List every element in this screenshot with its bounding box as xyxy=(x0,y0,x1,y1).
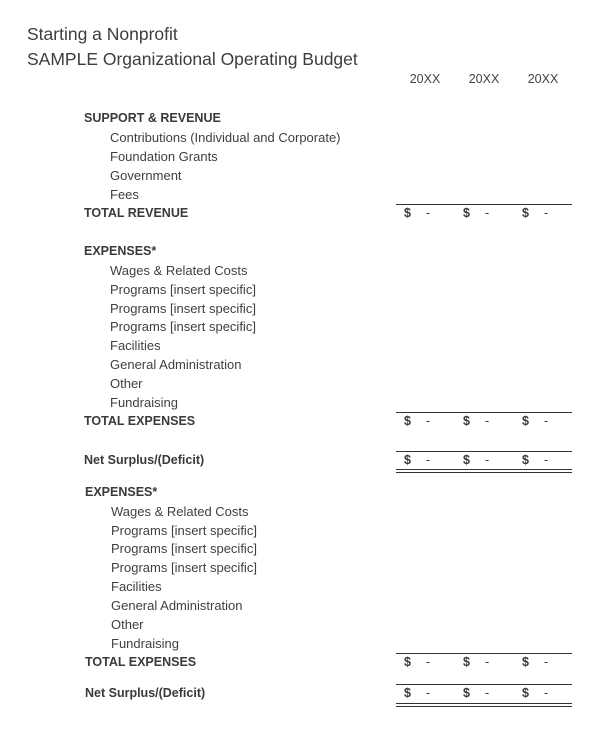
column-header-year-1: 20XX xyxy=(409,72,441,86)
line-item-label: Programs [insert specific] xyxy=(110,319,256,334)
line-item xyxy=(0,317,600,336)
line-item-label: Other xyxy=(110,376,143,391)
line-item-label: Contributions (Individual and Corporate) xyxy=(110,130,341,145)
line-item-label: Programs [insert specific] xyxy=(110,282,256,297)
line-item xyxy=(0,577,600,596)
section-heading-label: SUPPORT & REVENUE xyxy=(84,111,221,125)
total-revenue-row: TOTAL REVENUE $ - $ - $ - xyxy=(0,204,600,223)
line-item-label: Programs [insert specific] xyxy=(111,560,257,575)
line-item-label: Programs [insert specific] xyxy=(111,541,257,556)
document-subtitle: SAMPLE Organizational Operating Budget xyxy=(27,49,358,69)
line-item-label: General Administration xyxy=(111,598,243,613)
line-item-label: Fundraising xyxy=(110,395,178,410)
line-item xyxy=(0,393,600,412)
double-underline xyxy=(396,469,572,473)
line-item xyxy=(0,299,600,318)
line-item-label: Foundation Grants xyxy=(110,149,218,164)
line-item xyxy=(0,261,600,280)
column-header-year-2: 20XX xyxy=(468,72,500,86)
line-item xyxy=(0,147,600,166)
line-item xyxy=(0,634,600,653)
net-surplus-row: Net Surplus/(Deficit) $ - $ - $ - xyxy=(0,451,600,470)
line-item xyxy=(0,128,600,147)
section-heading-expenses xyxy=(0,483,600,502)
line-item-label: Wages & Related Costs xyxy=(111,504,249,519)
total-revenue-label: TOTAL REVENUE xyxy=(84,206,189,220)
double-underline xyxy=(396,703,572,707)
section-heading-expenses xyxy=(0,242,600,261)
line-item xyxy=(0,185,600,204)
line-item xyxy=(0,521,600,540)
line-item-label: Government xyxy=(110,168,182,183)
net-surplus-row: Net Surplus/(Deficit) $ - $ - $ - xyxy=(0,684,600,703)
line-item xyxy=(0,280,600,299)
line-item-label: Facilities xyxy=(111,579,162,594)
line-item xyxy=(0,374,600,393)
line-item-label: General Administration xyxy=(110,357,242,372)
total-expenses-label: TOTAL EXPENSES xyxy=(85,655,197,669)
line-item-label: Fees xyxy=(110,187,139,202)
line-item xyxy=(0,502,600,521)
line-item xyxy=(0,615,600,634)
section-heading-label: EXPENSES* xyxy=(85,485,158,499)
section-heading-label: EXPENSES* xyxy=(84,244,157,258)
line-item-label: Programs [insert specific] xyxy=(111,523,257,538)
line-item-label: Programs [insert specific] xyxy=(110,301,256,316)
line-item xyxy=(0,166,600,185)
line-item xyxy=(0,539,600,558)
line-item xyxy=(0,336,600,355)
total-expenses-row: TOTAL EXPENSES $ - $ - $ - xyxy=(0,412,600,431)
section-heading-support-revenue xyxy=(0,109,600,128)
total-expenses-row: TOTAL EXPENSES $ - $ - $ - xyxy=(0,653,600,672)
document-title: Starting a Nonprofit xyxy=(27,24,178,44)
line-item-label: Wages & Related Costs xyxy=(110,263,248,278)
net-surplus-label: Net Surplus/(Deficit) xyxy=(85,686,206,700)
line-item-label: Other xyxy=(111,617,144,632)
total-expenses-label: TOTAL EXPENSES xyxy=(84,414,196,428)
line-item xyxy=(0,355,600,374)
line-item xyxy=(0,558,600,577)
line-item-label: Fundraising xyxy=(111,636,179,651)
line-item-label: Facilities xyxy=(110,338,161,353)
net-surplus-label: Net Surplus/(Deficit) xyxy=(84,453,205,467)
line-item xyxy=(0,596,600,615)
column-header-year-3: 20XX xyxy=(527,72,559,86)
